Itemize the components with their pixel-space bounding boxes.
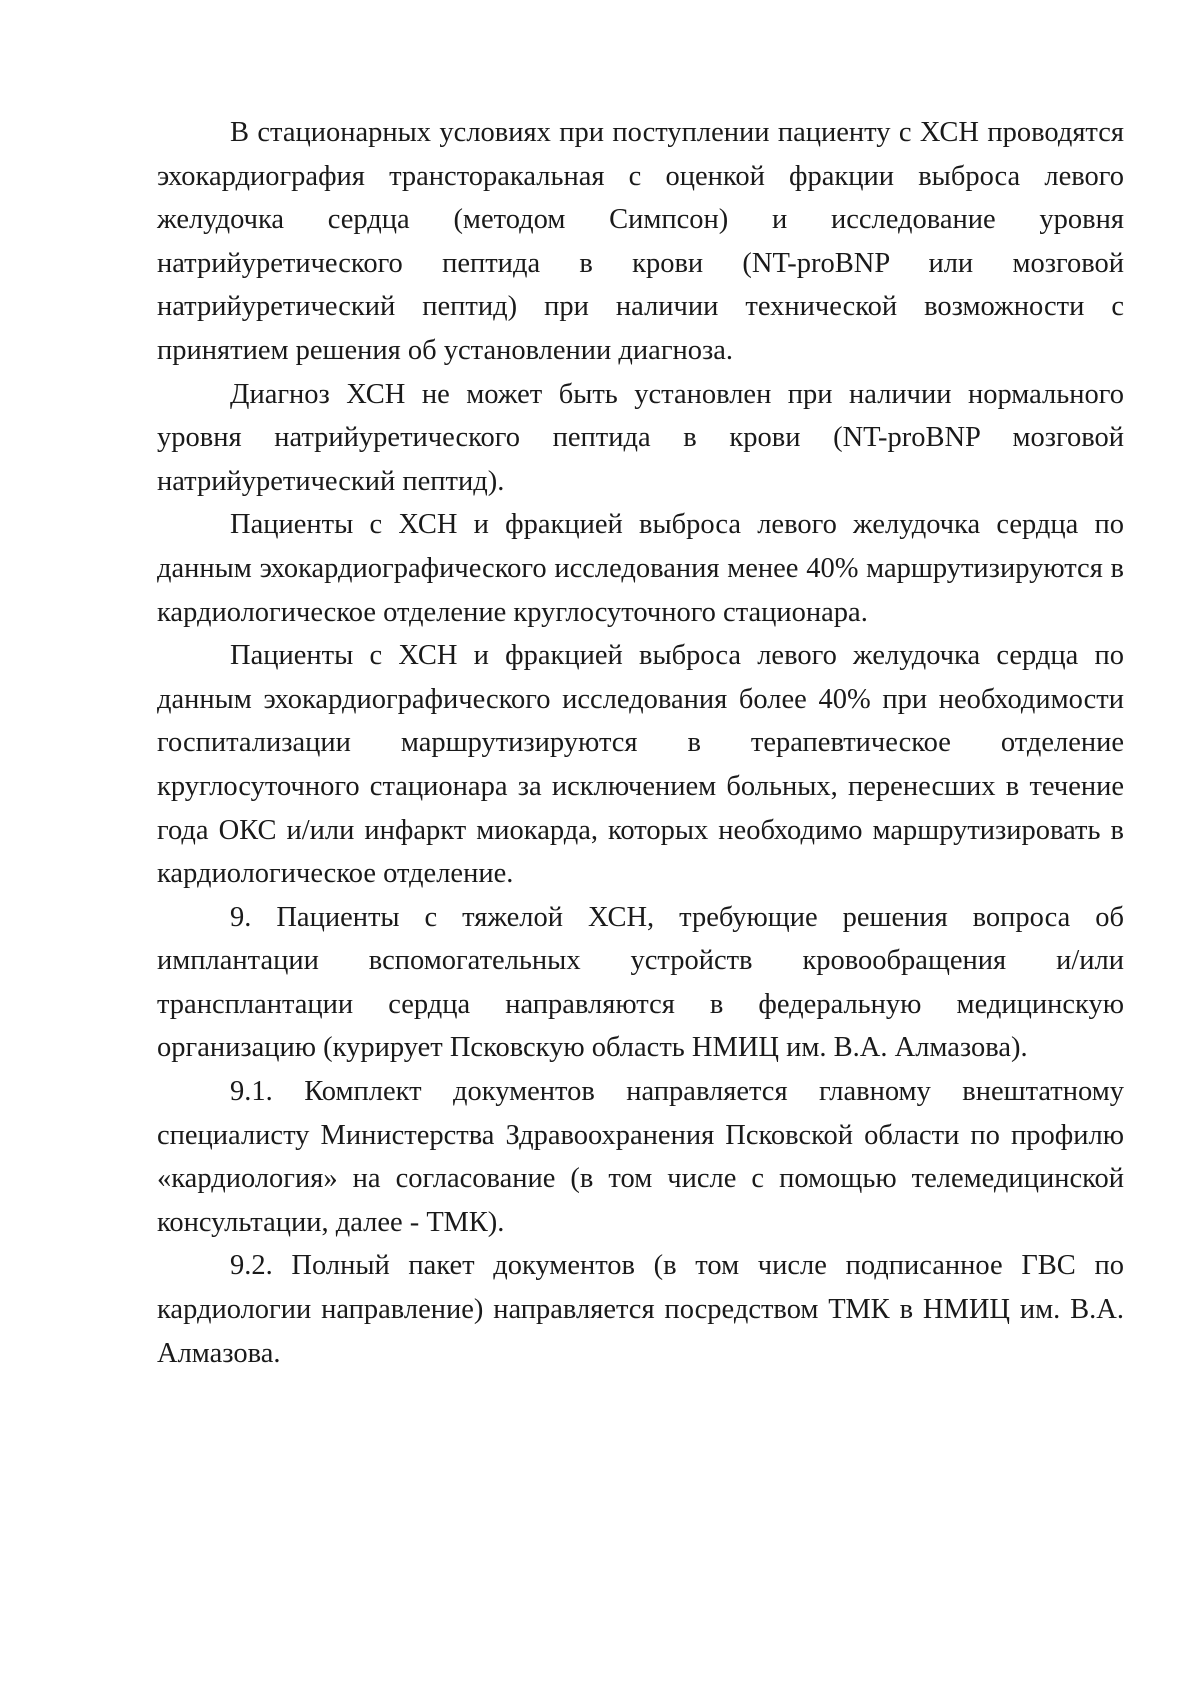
paragraph-item-9: 9. Пациенты с тяжелой ХСН, требующие решения вопроса об имплантации вспомогательных устройств кровообращения и/или трансплантации сердца направляются в федеральную медицинскую организацию (курирует Псковскую область НМИЦ им. В.А. Алмазова). bbox=[157, 901, 1124, 1064]
paragraph-item-9-2: 9.2. Полный пакет документов (в том числе подписанное ГВС по кардиологии направление) направляется посредством ТМК в НМИЦ им. В.А. Алмазова. bbox=[157, 1250, 1124, 1369]
document-body bbox=[157, 111, 1124, 1375]
paragraph-diagnosis-exclusion: Диагноз ХСН не может быть установлен при наличии нормального уровня натрийуретического пептида в крови (NT-proBNP мозговой натрийуретический пептид). bbox=[157, 378, 1124, 497]
paragraph-inpatient-diagnostics: В стационарных условиях при поступлении пациенту с ХСН проводятся эхокардиография трансторакальная с оценкой фракции выброса левого желудочка сердца (методом Симпсон) и исследование уровня натрийуретического пептида в крови (NT-proBNP или мозговой натрийуретический пептид) при наличии технической возможности с принятием решения об установлении диагноза. bbox=[157, 117, 1124, 366]
paragraph-routing-ef-above-40: Пациенты с ХСН и фракцией выброса левого желудочка сердца по данным эхокардиографического исследования более 40% при необходимости госпитализации маршрутизируются в терапевтическое отделение круглосуточного стационара за исключением больных, перенесших в течение года ОКС и/или инфаркт миокарда, которых необходимо маршрутизировать в кардиологическое отделение. bbox=[157, 640, 1124, 890]
paragraph-item-9-1: 9.1. Комплект документов направляется главному внештатному специалисту Министерства Здравоохранения Псковской области по профилю «кардиология» на согласование (в том числе с помощью телемедицинской консультации, далее - ТМК). bbox=[157, 1076, 1124, 1238]
paragraph-routing-ef-below-40: Пациенты с ХСН и фракцией выброса левого желудочка сердца по данным эхокардиографического исследования менее 40% маршрутизируются в кардиологическое отделение круглосуточного стационара. bbox=[157, 509, 1124, 628]
